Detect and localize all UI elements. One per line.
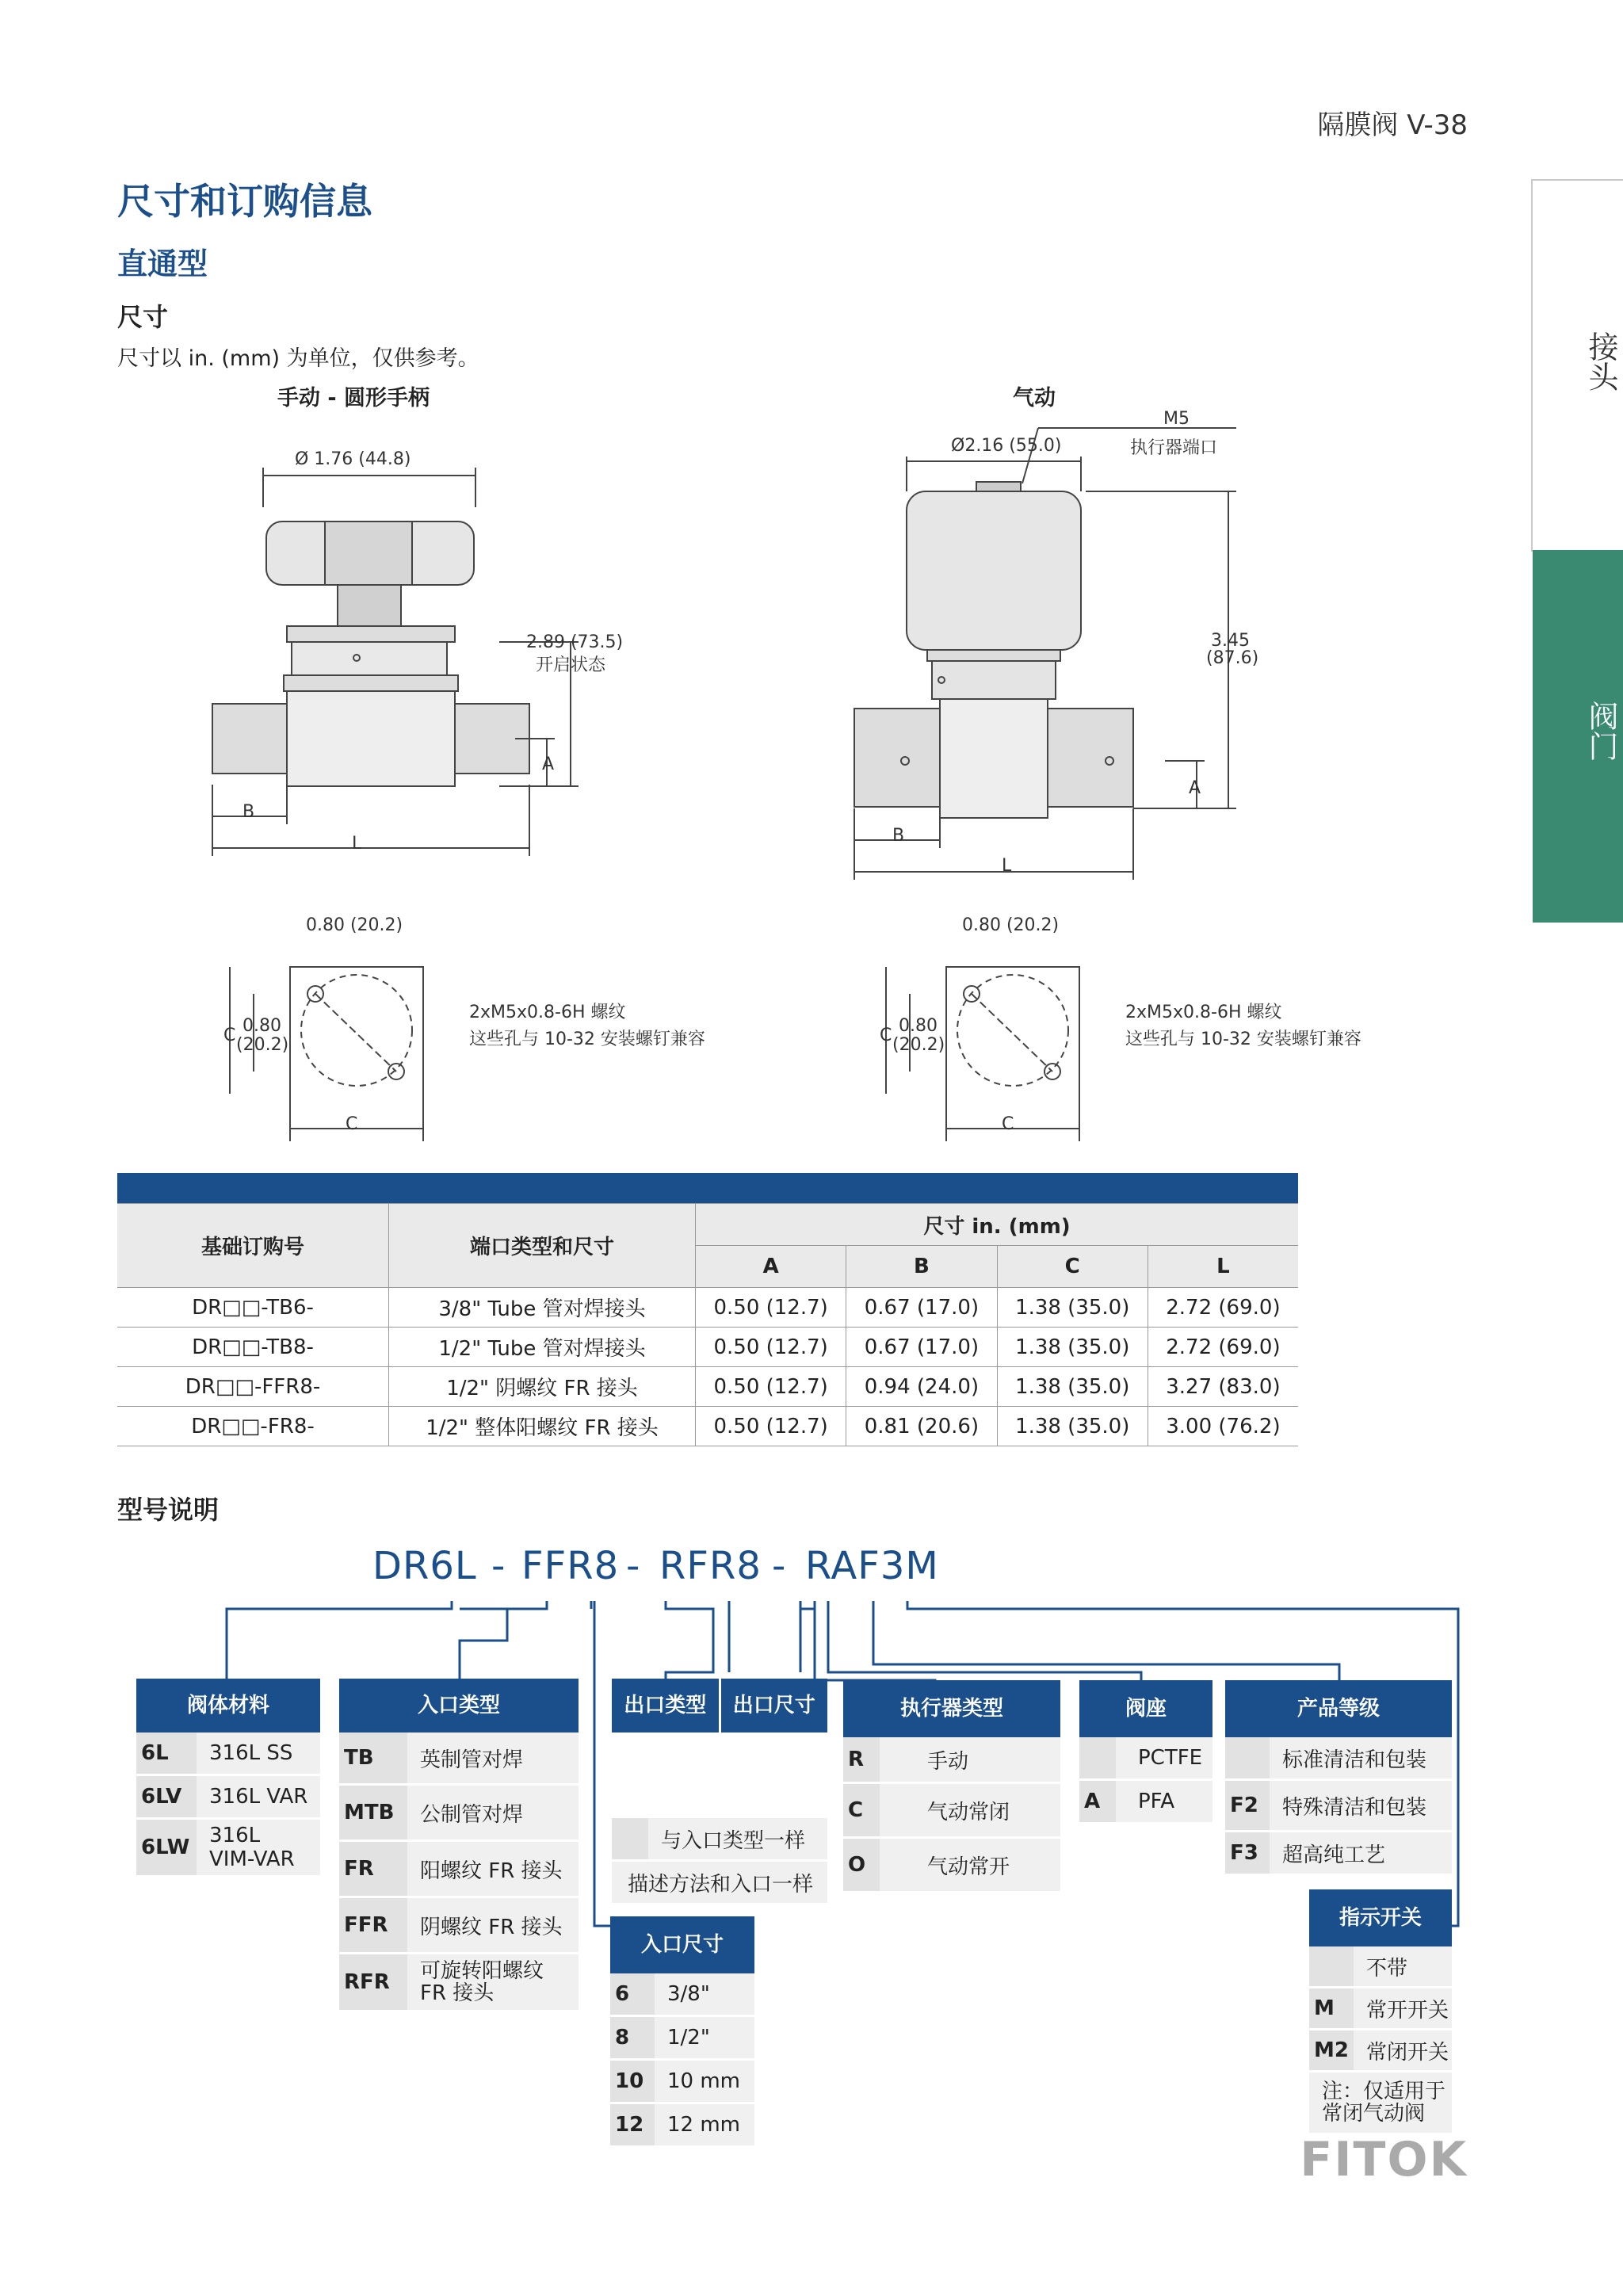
manual-dim-a: A <box>542 755 555 774</box>
side-tab-valves[interactable] <box>1533 550 1623 923</box>
cell: 2.72 (69.0) <box>1148 1288 1298 1328</box>
cell: 0.50 (12.7) <box>696 1328 846 1367</box>
grade-header: 产品等级 <box>1225 1680 1452 1737</box>
actuator-code: C <box>843 1784 880 1836</box>
inlet-type-desc: 可旋转阳螺纹 FR 接头 <box>420 1959 544 2005</box>
grade-box <box>1225 1680 1452 1876</box>
pneumatic-dim-l: L <box>1002 856 1012 876</box>
pneumatic-mount-c-bottom: C <box>1002 1114 1014 1134</box>
grade-row <box>1225 1737 1452 1781</box>
cell: 1.38 (35.0) <box>997 1288 1148 1328</box>
cell: 1/2" Tube 管对焊接头 <box>389 1328 696 1367</box>
pneumatic-mount-v2: (20.2) <box>892 1035 945 1055</box>
outlet-row <box>612 1818 827 1862</box>
indicator-box <box>1309 1889 1452 2135</box>
table-row <box>117 1328 1298 1367</box>
side-tab-fittings[interactable] <box>1531 179 1623 552</box>
section-title: 尺寸 <box>117 302 169 332</box>
indicator-desc: 不带 <box>1366 1956 1408 1981</box>
manual-mount-spacing: 0.80 (20.2) <box>306 915 403 935</box>
grade-desc: 特殊清洁和包装 <box>1282 1795 1427 1820</box>
inlet-type-row <box>339 1842 579 1898</box>
pneumatic-mount-c-left: C <box>880 1026 892 1045</box>
model-code-part-3: RFR8 <box>659 1544 762 1588</box>
cell: 3.00 (76.2) <box>1148 1407 1298 1446</box>
cell: DR□□-FFR8- <box>117 1367 389 1407</box>
material-row <box>136 1820 320 1878</box>
col-order-number: 基础订购号 <box>117 1204 389 1288</box>
cell: 0.67 (17.0) <box>846 1288 997 1328</box>
side-tab-valves-label: 阀门 <box>1583 701 1618 761</box>
indicator-header: 指示开关 <box>1309 1889 1452 1946</box>
cell: DR□□-FR8- <box>117 1407 389 1446</box>
model-code-part-2: FFR8 <box>521 1544 620 1588</box>
pneumatic-height-mm: (87.6) <box>1206 648 1259 668</box>
actuator-header: 执行器类型 <box>843 1680 1060 1737</box>
fitok-logo: FITOK <box>1300 2132 1468 2187</box>
inlet-type-desc: 英制管对焊 <box>420 1748 524 1772</box>
inlet-type-code: MTB <box>339 1786 407 1839</box>
cell: 1.38 (35.0) <box>997 1367 1148 1407</box>
actuator-code: R <box>843 1737 880 1782</box>
pneumatic-dim-b: B <box>892 826 905 846</box>
inlet-type-header: 入口类型 <box>339 1679 579 1733</box>
inlet-type-row <box>339 1786 579 1842</box>
material-desc: 316L SS <box>209 1741 293 1765</box>
side-tab-fittings-label: 接头 <box>1583 331 1618 392</box>
outlet-desc: 描述方法和入口一样 <box>628 1872 814 1897</box>
seat-header: 阀座 <box>1079 1680 1212 1737</box>
manual-diagram-title: 手动 - 圆形手柄 <box>277 386 430 411</box>
inlet-type-row <box>339 1733 579 1786</box>
grade-desc: 超高纯工艺 <box>1282 1843 1386 1867</box>
material-row <box>136 1733 320 1776</box>
page-reference: 隔膜阀 V-38 <box>1317 109 1468 141</box>
indicator-row <box>1309 1946 1452 1988</box>
manual-mount-c-bottom: C <box>346 1114 358 1134</box>
actuator-row <box>843 1737 1060 1784</box>
cell: 1/2" 阴螺纹 FR 接头 <box>389 1367 696 1407</box>
grade-desc: 标准清洁和包装 <box>1282 1748 1427 1772</box>
outlet-row <box>612 1862 827 1905</box>
col-port-type: 端口类型和尺寸 <box>389 1204 696 1288</box>
outlet-size-header: 出口尺寸 <box>721 1679 828 1733</box>
grade-code: F3 <box>1225 1832 1270 1874</box>
col-dimensions: 尺寸 in. (mm) <box>696 1204 1299 1246</box>
actuator-desc: 气动常开 <box>927 1855 1010 1879</box>
inlet-type-row <box>339 1898 579 1954</box>
grade-code: F2 <box>1225 1781 1270 1830</box>
manual-height-dim: 2.89 (73.5) <box>526 632 624 652</box>
inlet-size-desc: 1/2" <box>667 2026 710 2050</box>
model-code-dash: - <box>626 1544 640 1588</box>
cell: 0.50 (12.7) <box>696 1288 846 1328</box>
inlet-type-box <box>339 1679 579 2012</box>
inlet-size-header: 入口尺寸 <box>610 1916 754 1973</box>
manual-dim-l: L <box>352 834 362 854</box>
cell: 3/8" Tube 管对焊接头 <box>389 1288 696 1328</box>
inlet-size-code: 10 <box>610 2061 655 2102</box>
seat-code <box>1079 1737 1116 1778</box>
inlet-type-code: TB <box>339 1733 407 1783</box>
cell: 3.27 (83.0) <box>1148 1367 1298 1407</box>
inlet-size-code: 6 <box>610 1973 655 2015</box>
manual-diameter-dim: Ø 1.76 (44.8) <box>295 449 411 469</box>
inlet-size-code: 12 <box>610 2104 655 2145</box>
pneumatic-dim-a: A <box>1189 778 1201 798</box>
inlet-type-desc: 公制管对焊 <box>420 1802 524 1827</box>
outlet-code <box>612 1818 648 1859</box>
pneumatic-mount-spacing: 0.80 (20.2) <box>962 915 1060 935</box>
inlet-size-row <box>610 2061 754 2104</box>
unit-note: 尺寸以 in. (mm) 为单位，仅供参考。 <box>117 346 479 371</box>
inlet-size-row <box>610 1973 754 2017</box>
manual-mount-v2: (20.2) <box>236 1035 289 1055</box>
pneumatic-mount-v1: 0.80 <box>899 1016 938 1036</box>
outlet-box <box>612 1679 827 1905</box>
pneumatic-thread-spec: 2xM5x0.8-6H 螺纹 <box>1125 1003 1282 1022</box>
seat-row <box>1079 1781 1212 1824</box>
outlet-desc: 与入口类型一样 <box>661 1828 806 1853</box>
table-row <box>117 1288 1298 1328</box>
inlet-size-box <box>610 1916 754 2148</box>
table-row <box>117 1407 1298 1446</box>
material-desc: 316L VAR <box>209 1785 308 1809</box>
inlet-size-desc: 12 mm <box>667 2113 741 2137</box>
cell: DR□□-TB6- <box>117 1288 389 1328</box>
model-code-dash: - <box>491 1544 506 1588</box>
inlet-type-row <box>339 1954 579 2012</box>
material-header: 阀体材料 <box>136 1679 320 1733</box>
grade-row <box>1225 1781 1452 1832</box>
pneumatic-diagram-title: 气动 <box>1013 386 1056 411</box>
material-code: 6LV <box>136 1776 197 1817</box>
cell: 0.50 (12.7) <box>696 1367 846 1407</box>
dimensions-table <box>117 1173 1298 1446</box>
pneumatic-port-note: 执行器端口 <box>1130 438 1218 458</box>
inlet-type-desc: 阴螺纹 FR 接头 <box>420 1915 563 1939</box>
material-box <box>136 1679 320 1878</box>
indicator-desc: 常闭开关 <box>1366 2040 1449 2065</box>
cell: 1.38 (35.0) <box>997 1407 1148 1446</box>
col-c: C <box>997 1246 1148 1288</box>
model-code-part-4: RAF3M <box>805 1544 939 1588</box>
table-row <box>117 1367 1298 1407</box>
model-section-title: 型号说明 <box>117 1495 220 1525</box>
seat-desc: PCTFE <box>1138 1746 1203 1770</box>
actuator-box <box>843 1680 1060 1893</box>
manual-dim-b: B <box>242 802 255 822</box>
actuator-desc: 手动 <box>927 1749 969 1774</box>
cell: 0.67 (17.0) <box>846 1328 997 1367</box>
cell: 2.72 (69.0) <box>1148 1328 1298 1367</box>
manual-thread-spec: 2xM5x0.8-6H 螺纹 <box>469 1003 626 1022</box>
cell: 0.50 (12.7) <box>696 1407 846 1446</box>
inlet-type-code: FFR <box>339 1898 407 1952</box>
inlet-size-code: 8 <box>610 2017 655 2058</box>
inlet-type-code: RFR <box>339 1954 407 2010</box>
manual-thread-note: 这些孔与 10-32 安装螺钉兼容 <box>469 1030 705 1049</box>
pneumatic-height-dim: 3.45 <box>1211 631 1250 651</box>
material-code: 6LW <box>136 1820 197 1875</box>
cell: 1/2" 整体阳螺纹 FR 接头 <box>389 1407 696 1446</box>
pneumatic-diameter-dim: Ø2.16 (55.0) <box>951 436 1062 456</box>
page-title: 尺寸和订购信息 <box>117 180 372 223</box>
seat-code: A <box>1079 1781 1116 1822</box>
indicator-desc: 常开开关 <box>1366 1998 1449 2023</box>
col-a: A <box>696 1246 846 1288</box>
cell: 0.94 (24.0) <box>846 1367 997 1407</box>
material-desc: 316L VIM-VAR <box>209 1824 295 1871</box>
model-code-dash: - <box>772 1544 786 1588</box>
col-l: L <box>1148 1246 1298 1288</box>
seat-box <box>1079 1680 1212 1824</box>
cell: DR□□-TB8- <box>117 1328 389 1367</box>
indicator-code: M2 <box>1309 2030 1354 2070</box>
inlet-type-desc: 阳螺纹 FR 接头 <box>420 1859 563 1883</box>
inlet-size-row <box>610 2017 754 2061</box>
actuator-row <box>843 1839 1060 1893</box>
manual-mount-c-left: C <box>223 1026 236 1045</box>
indicator-note <box>1309 2073 1452 2135</box>
indicator-code: M <box>1309 1988 1354 2028</box>
seat-desc: PFA <box>1138 1790 1175 1813</box>
actuator-desc: 气动常闭 <box>927 1800 1010 1824</box>
seat-row <box>1079 1737 1212 1781</box>
actuator-row <box>843 1784 1060 1839</box>
outlet-type-header: 出口类型 <box>612 1679 721 1733</box>
grade-row <box>1225 1832 1452 1876</box>
manual-mount-v1: 0.80 <box>242 1016 281 1036</box>
material-code: 6L <box>136 1733 197 1774</box>
table-header-bar <box>117 1173 1298 1204</box>
indicator-row <box>1309 1988 1452 2030</box>
manual-height-note: 开启状态 <box>536 655 606 675</box>
indicator-row <box>1309 2030 1452 2073</box>
material-row <box>136 1776 320 1820</box>
model-code-part-1: DR6L <box>372 1544 477 1588</box>
inlet-size-row <box>610 2104 754 2148</box>
indicator-note-text: 注：仅适用于 常闭气动阀 <box>1322 2080 1446 2126</box>
col-b: B <box>846 1246 997 1288</box>
subtitle: 直通型 <box>117 246 208 281</box>
cell: 0.81 (20.6) <box>846 1407 997 1446</box>
inlet-size-desc: 3/8" <box>667 1982 710 2006</box>
indicator-code <box>1309 1946 1354 1986</box>
grade-code <box>1225 1737 1270 1778</box>
cell: 1.38 (35.0) <box>997 1328 1148 1367</box>
actuator-code: O <box>843 1839 880 1891</box>
pneumatic-port-label: M5 <box>1163 409 1190 429</box>
inlet-type-code: FR <box>339 1842 407 1896</box>
inlet-size-desc: 10 mm <box>667 2069 741 2093</box>
pneumatic-thread-note: 这些孔与 10-32 安装螺钉兼容 <box>1125 1030 1361 1049</box>
